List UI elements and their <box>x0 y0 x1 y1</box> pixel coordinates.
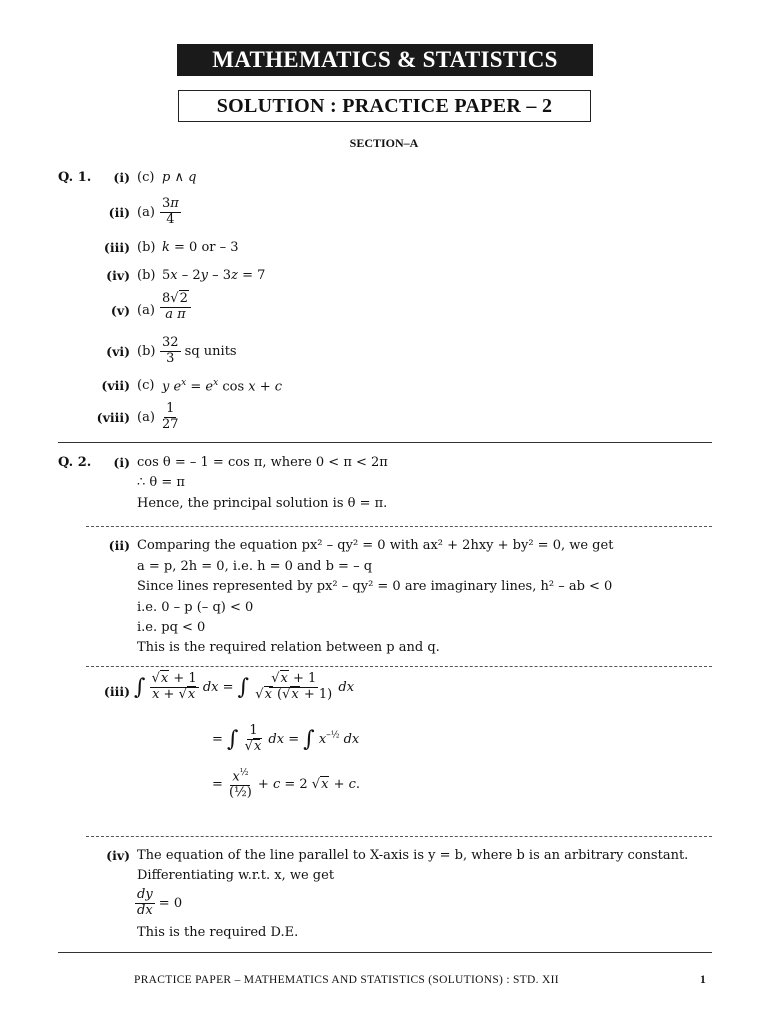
item-number: (ii) <box>108 205 130 220</box>
q2-iv-derivative: $\frac{dy}{dx}$ = 0 <box>137 887 183 918</box>
divider <box>58 442 712 443</box>
q2-i-line-2: ∴ θ = π <box>137 475 185 490</box>
answer-option: (b) <box>137 240 156 255</box>
section-heading: SECTION–A <box>349 136 419 150</box>
dashed-divider <box>86 666 712 667</box>
footer-text: PRACTICE PAPER – MATHEMATICS AND STATISTICS (SOLUTIONS) : STD. XII <box>134 974 559 986</box>
answer-math: $\frac{8√2}{\text{a π}}$ <box>160 292 191 323</box>
item-number: (iv) <box>106 848 130 863</box>
answer-math: k = 0 or – 3 <box>162 240 239 255</box>
q2-ii-line-6: This is the required relation between p and q. <box>137 640 440 655</box>
q2-iv-line-4: This is the required D.E. <box>137 925 299 940</box>
footer-divider <box>58 952 712 953</box>
document-subtitle: SOLUTION : PRACTICE PAPER – 2 <box>178 90 591 122</box>
item-number: (ii) <box>108 538 130 553</box>
q2-iv-line-1: The equation of the line parallel to X-axis is y = b, where b is an arbitrary constant. <box>137 848 689 863</box>
answer-option: (a) <box>137 303 155 318</box>
dashed-divider <box>86 526 712 527</box>
item-number: (iii) <box>103 240 130 255</box>
question-2-label: Q. 2. <box>58 455 92 470</box>
item-number: (viii) <box>96 410 130 425</box>
dashed-divider <box>86 836 712 837</box>
item-number: (v) <box>110 303 130 318</box>
q2-ii-line-3: Since lines represented by px² – qy² = 0 are imaginary lines, h² – ab < 0 <box>137 579 613 594</box>
q2-ii-line-5: i.e. pq < 0 <box>137 620 206 635</box>
integral-step-3: = $\frac{x^{\frac{1}{2}}}{\text{(½)}}$ + c = 2 √x + c. <box>212 768 361 801</box>
answer-option: (a) <box>137 205 155 220</box>
item-number: (iii) <box>103 684 130 699</box>
q2-ii-line-2: a = p, 2h = 0, i.e. h = 0 and b = – q <box>137 559 373 574</box>
q2-i-line-3: Hence, the principal solution is θ = π. <box>137 496 388 511</box>
answer-math: y $e^x = e^x$ cos x + c <box>162 378 283 395</box>
q2-iv-line-2: Differentiating w.r.t. x, we get <box>137 868 335 883</box>
answer-math: $\frac{3\pi}{4}$ <box>162 196 179 227</box>
document-title: MATHEMATICS & STATISTICS <box>177 44 593 76</box>
item-number: (iv) <box>106 268 130 283</box>
answer-math: 5x – 2y – 3z = 7 <box>162 268 266 283</box>
item-number: (vi) <box>106 344 130 359</box>
answer-option: (a) <box>137 410 155 425</box>
page-number: 1 <box>700 974 707 986</box>
item-number: (vii) <box>101 378 130 393</box>
item-number: (i) <box>113 170 130 185</box>
integral-step-1: ∫ $\frac{√x + 1}{x + √x}$ dx = ∫ $\frac{√x + 1}{√x (√x + 1)}$ dx <box>134 671 355 702</box>
answer-option: (c) <box>137 170 155 185</box>
answer-option: (c) <box>137 378 155 393</box>
answer-math: $\frac{32}{3}$ sq units <box>162 335 237 366</box>
question-1-label: Q. 1. <box>58 170 92 185</box>
q2-ii-line-1: Comparing the equation px² – qy² = 0 with ax² + 2hxy + by² = 0, we get <box>137 538 614 553</box>
q2-i-line-1: cos θ = – 1 = cos π, where 0 < π < 2π <box>137 455 388 470</box>
integral-step-2: = ∫ $\frac{1}{√x}$ dx = ∫ $x^{-\frac{1}{2}}$ dx <box>212 723 360 754</box>
answer-math: $\frac{1}{27}$ <box>162 401 179 432</box>
answer-option: (b) <box>137 268 156 283</box>
answer-math: p ∧ q <box>162 170 197 185</box>
answer-option: (b) <box>137 344 156 359</box>
q2-ii-line-4: i.e. 0 – p (– q) < 0 <box>137 600 254 615</box>
item-number: (i) <box>113 455 130 470</box>
